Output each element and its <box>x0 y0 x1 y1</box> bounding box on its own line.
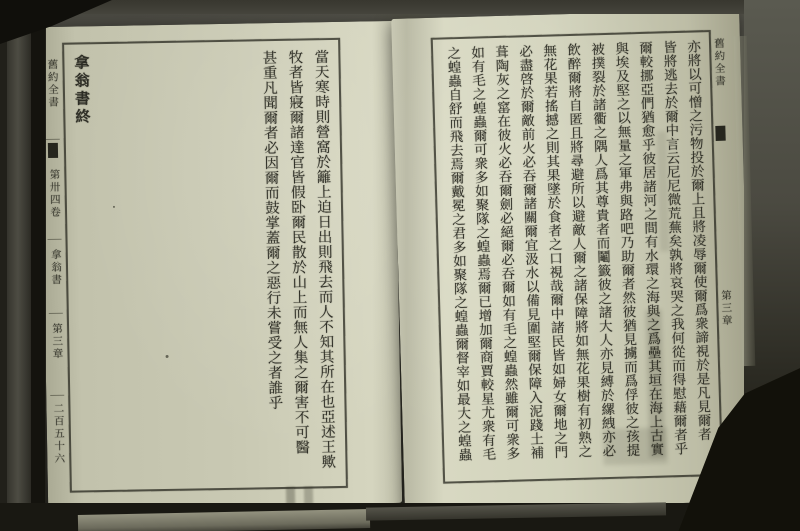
background-top-shadow <box>0 0 800 14</box>
book-cover-edge-left <box>7 0 31 524</box>
text-column: 如有毛之蝗蟲爾可衆多如聚隊之蝗蟲焉爾已增加爾商賈較星尤衆有毛 <box>467 45 496 462</box>
book-end-mark: 拿翁書終 <box>72 54 92 127</box>
text-column: 牧者皆寢爾諸達官皆假卧爾民散於山上而無人集之爾害不可醫 <box>286 49 310 455</box>
text-column: 皆將逃去於爾中言云尼尼微荒蕪矣孰將哀哭之我何從而得慰藉爾者乎 <box>659 40 688 456</box>
ink-smudge <box>603 427 668 465</box>
chapter-label: 第三章 <box>50 322 64 361</box>
text-column: 與埃及堅之以無量之軍弗與路吧乃助爾者然彼猶見擄而爲俘彼之孩提 <box>611 41 640 458</box>
testament-title-label: 舊約全書 <box>712 37 727 88</box>
text-column: 無花果若搖撼之則其果墜於食者之口視哉爾中諸民皆如婦女爾地之門 <box>539 43 568 460</box>
paper-speck <box>166 355 169 358</box>
text-column: 必盡啓於爾敵前火必吞爾諸關爾宜汲水以備見圍堅爾保障入泥踐土補 <box>515 44 544 460</box>
testament-title-label: 舊約全書 <box>46 58 60 110</box>
cover-page-gap-left <box>31 0 45 531</box>
text-column: 當天寒時則營窩於籬上迫日出則飛去而人不知其所在也亞述王歟 <box>312 49 336 470</box>
right-page-text-columns <box>437 39 716 476</box>
text-column: 葺陶灰之窰在彼火必吞爾劍必絕爾必吞爾如有毛之蝗蟲然雖爾可衆多 <box>491 44 520 461</box>
right-page <box>391 9 753 511</box>
text-column: 亦將以可憎之污物投於爾上且將凌辱爾使爾爲衆諦視於是凡見爾者 <box>683 39 712 442</box>
strip-divider <box>48 239 62 240</box>
book-name-label: 拿翁書 <box>49 248 63 287</box>
paper-speck <box>113 206 115 208</box>
strip-divider <box>46 139 60 140</box>
text-column: 之蝗蟲自舒而飛去焉爾戴冕之君多如聚隊之蝗蟲爾督宰如最大之蝗蟲 <box>443 46 472 462</box>
page-number-label: 二百五十六 <box>52 402 66 466</box>
strip-divider <box>50 395 64 396</box>
fishtail-mark <box>48 143 58 158</box>
text-column: 飲醉爾將自匿且將尋避所以避敵人爾之諸保障將如無花果樹有初熟之 <box>563 42 592 459</box>
strip-divider <box>49 313 63 314</box>
left-page-text-columns <box>69 49 340 485</box>
volume-label: 第卅四卷 <box>48 168 62 219</box>
chapter-label: 第三章 <box>719 289 733 328</box>
text-column: 被撲裂於諸衢之隅人爲其尊貴者而鬮籤彼之諸大人亦見縛於縲絏亦必 <box>587 42 616 458</box>
left-page-text-frame <box>62 38 348 493</box>
text-column: 甚重凡聞爾者必因爾而鼓掌蓋爾之惡行未嘗受之者誰乎 <box>260 50 283 411</box>
right-page-text-frame <box>431 30 723 484</box>
text-column: 爾較挪亞們猶愈乎彼居諸河之間有水環之海與之爲壘其垣在海上古實 <box>635 40 664 457</box>
gutter-fold-shadow <box>372 14 444 508</box>
fishtail-mark <box>715 126 725 141</box>
left-page <box>40 21 402 509</box>
